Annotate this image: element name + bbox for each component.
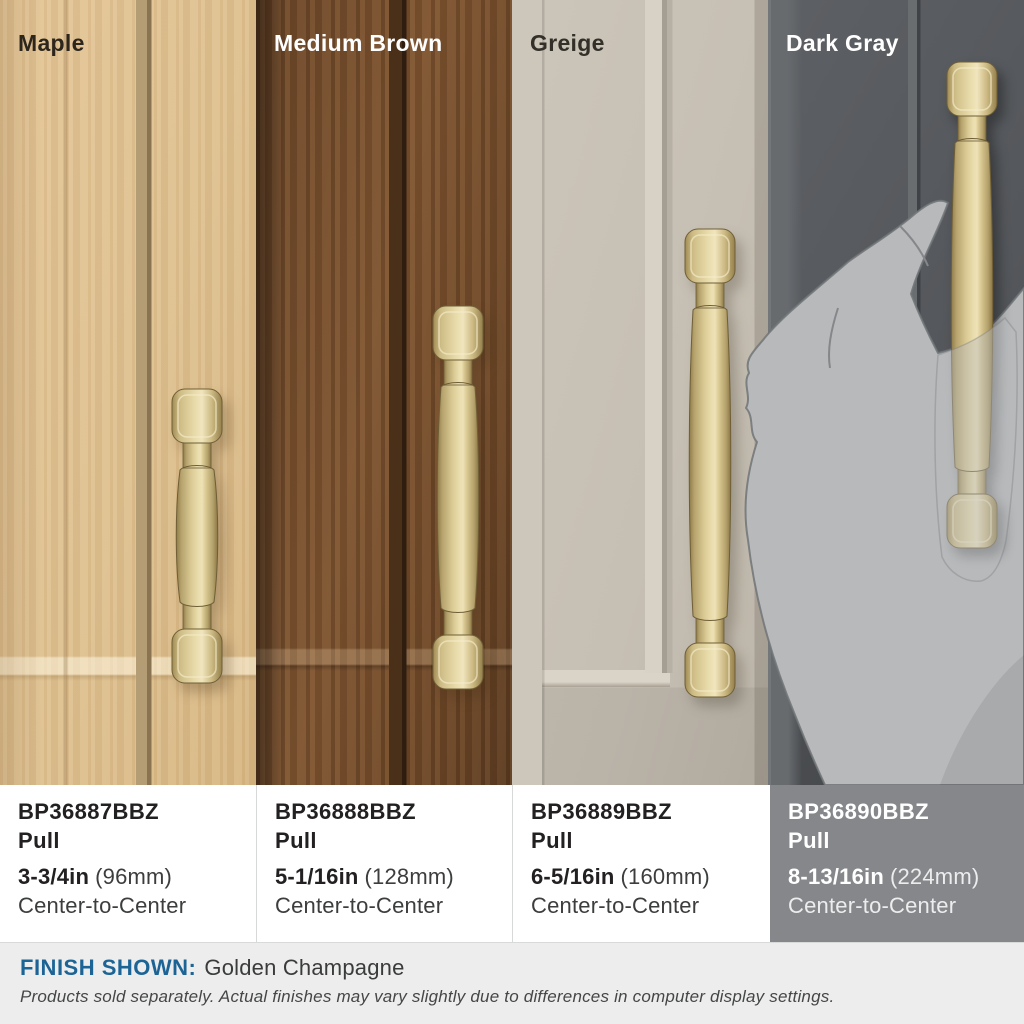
size-dimension: [275, 862, 504, 891]
finish-shown-bar: [0, 942, 1024, 1024]
product-type: Pull: [18, 828, 60, 853]
size-dimension: [531, 862, 760, 891]
part-number: BP36889BBZ: [531, 799, 672, 824]
product-type: Pull: [531, 828, 573, 853]
finish-name-label: Greige: [530, 30, 605, 56]
disclaimer-text: Products sold separately. Actual finishes may vary slightly due to differences in computer display settings.: [20, 987, 835, 1006]
part-number: BP36890BBZ: [788, 799, 929, 824]
size-dimension: [18, 862, 248, 891]
size-millimeters: (128mm): [364, 864, 454, 889]
center-to-center: Center-to-Center: [18, 893, 187, 918]
finish-shown-label: FINISH SHOWN:: [20, 955, 197, 980]
center-to-center: Center-to-Center: [531, 893, 700, 918]
product-info-row: [0, 785, 1024, 942]
product-info-maple: [0, 785, 256, 942]
size-millimeters: (96mm): [95, 864, 173, 889]
product-type: Pull: [788, 828, 830, 853]
product-info-dark-gray: [768, 785, 1024, 942]
size-inches: 8-13/16in: [788, 864, 884, 889]
product-info-medium-brown: [256, 785, 512, 942]
size-inches: 3-3/4in: [18, 864, 90, 889]
center-to-center: Center-to-Center: [788, 893, 957, 918]
finish-shown-value: Golden Champagne: [204, 955, 405, 980]
product-type: Pull: [275, 828, 317, 853]
size-millimeters: (160mm): [620, 864, 710, 889]
cabinet-pull-xlarge: [944, 61, 1000, 549]
finish-name-label: Dark Gray: [786, 30, 899, 56]
product-info-greige: [512, 785, 768, 942]
finish-shown-line: [20, 955, 1024, 981]
swatch-panel-medium-brown: [256, 0, 512, 785]
size-inches: 5-1/16in: [275, 864, 359, 889]
part-number: BP36887BBZ: [18, 799, 159, 824]
size-millimeters: (224mm): [889, 864, 980, 889]
size-dimension: [788, 862, 1016, 891]
cabinet-pull-medium: [430, 305, 486, 690]
swatch-panel-maple: [0, 0, 256, 785]
size-inches: 6-5/16in: [531, 864, 615, 889]
cabinet-pull-small: [169, 388, 225, 684]
finish-name-label: Maple: [18, 30, 85, 56]
center-to-center: Center-to-Center: [275, 893, 444, 918]
finish-name-label: Medium Brown: [274, 30, 443, 56]
part-number: BP36888BBZ: [275, 799, 416, 824]
